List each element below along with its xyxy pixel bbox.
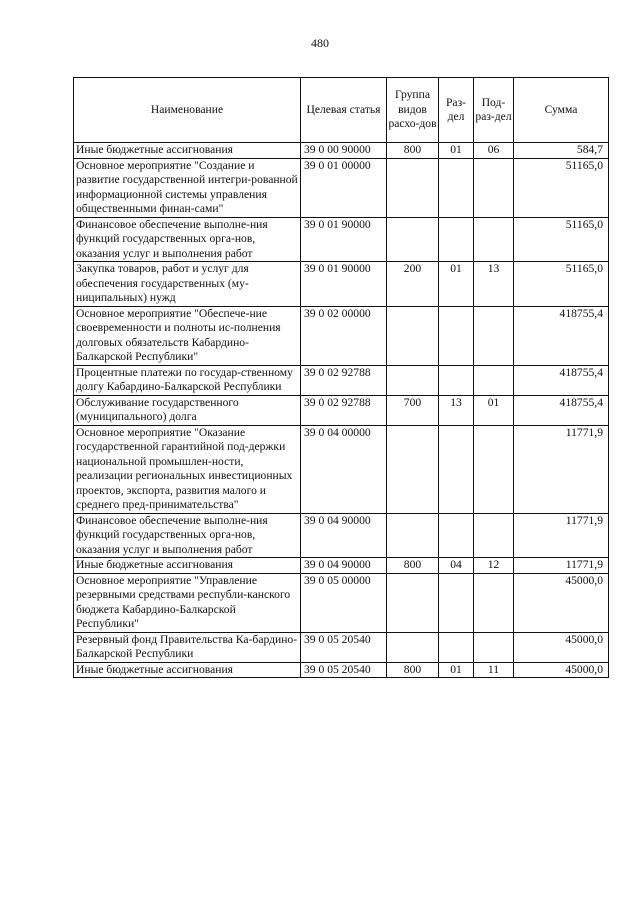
row-article-cell: 39 0 05 00000: [301, 573, 387, 632]
row-article-cell: 39 0 04 90000: [301, 558, 387, 574]
row-name-cell: Финансовое обеспечение выполне-ния функций государственных орга-нов, оказания услуг и выполнения работ: [74, 217, 301, 262]
row-group-cell: 800: [387, 143, 439, 159]
row-article-cell: 39 0 05 20540: [301, 662, 387, 678]
row-article-cell: 39 0 02 92788: [301, 365, 387, 395]
row-article-cell: 39 0 01 90000: [301, 217, 387, 262]
row-sum-cell: 11771,9: [514, 558, 609, 574]
row-subsection-cell: [474, 306, 514, 365]
row-sum-cell: 418755,4: [514, 365, 609, 395]
header-sum: Сумма: [514, 78, 609, 143]
row-sum-cell: 11771,9: [514, 425, 609, 513]
row-group-cell: [387, 513, 439, 558]
row-section-cell: [439, 632, 474, 662]
row-section-cell: [439, 158, 474, 217]
row-article-cell: 39 0 01 00000: [301, 158, 387, 217]
row-section-cell: 13: [439, 395, 474, 425]
table-row: [74, 425, 609, 513]
table-row: [74, 513, 609, 558]
row-section-cell: [439, 513, 474, 558]
header-section: Раз-дел: [439, 78, 474, 143]
table-row: [74, 558, 609, 574]
row-name-cell: Основное мероприятие "Создание и развитие государственной интегри-рованной информационной системы управления общественными финан-сами": [74, 158, 301, 217]
table-row: [74, 217, 609, 262]
row-group-cell: [387, 632, 439, 662]
row-section-cell: [439, 425, 474, 513]
row-subsection-cell: [474, 513, 514, 558]
row-subsection-cell: 13: [474, 262, 514, 307]
row-article-cell: 39 0 02 00000: [301, 306, 387, 365]
table-header: [74, 78, 609, 143]
header-article: Целевая статья: [301, 78, 387, 143]
page-number: 480: [311, 36, 329, 50]
row-article-cell: 39 0 04 00000: [301, 425, 387, 513]
row-section-cell: 01: [439, 662, 474, 678]
row-section-cell: [439, 217, 474, 262]
table-row: [74, 143, 609, 159]
row-group-cell: 200: [387, 262, 439, 307]
row-sum-cell: 45000,0: [514, 662, 609, 678]
row-sum-cell: 11771,9: [514, 513, 609, 558]
table-row: [74, 395, 609, 425]
row-name-cell: Финансовое обеспечение выполне-ния функций государственных орга-нов, оказания услуг и выполнения работ: [74, 513, 301, 558]
row-name-cell: Иные бюджетные ассигнования: [74, 558, 301, 574]
table-row: [74, 632, 609, 662]
row-sum-cell: 45000,0: [514, 573, 609, 632]
row-section-cell: [439, 306, 474, 365]
row-sum-cell: 584,7: [514, 143, 609, 159]
row-sum-cell: 45000,0: [514, 632, 609, 662]
row-subsection-cell: 11: [474, 662, 514, 678]
row-group-cell: [387, 425, 439, 513]
header-row: [74, 78, 609, 143]
row-group-cell: 800: [387, 662, 439, 678]
header-group: Группа видов расхо-дов: [387, 78, 439, 143]
row-sum-cell: 418755,4: [514, 395, 609, 425]
row-section-cell: 01: [439, 262, 474, 307]
row-subsection-cell: [474, 365, 514, 395]
row-subsection-cell: [474, 573, 514, 632]
row-name-cell: Обслуживание государственного (муниципального) долга: [74, 395, 301, 425]
row-article-cell: 39 0 00 90000: [301, 143, 387, 159]
row-group-cell: [387, 158, 439, 217]
row-group-cell: [387, 217, 439, 262]
row-sum-cell: 51165,0: [514, 158, 609, 217]
row-group-cell: [387, 365, 439, 395]
table-row: [74, 306, 609, 365]
table-body: [74, 143, 609, 678]
row-group-cell: [387, 306, 439, 365]
row-subsection-cell: [474, 425, 514, 513]
row-name-cell: Резервный фонд Правительства Ка-бардино-Балкарской Республики: [74, 632, 301, 662]
row-section-cell: 01: [439, 143, 474, 159]
row-name-cell: Основное мероприятие "Обеспече-ние своевременности и полноты ис-полнения долговых обязательств Кабардино-Балкарской Республики": [74, 306, 301, 365]
row-group-cell: 800: [387, 558, 439, 574]
table-row: [74, 365, 609, 395]
row-article-cell: 39 0 05 20540: [301, 632, 387, 662]
row-subsection-cell: 01: [474, 395, 514, 425]
row-subsection-cell: [474, 632, 514, 662]
row-subsection-cell: 12: [474, 558, 514, 574]
row-sum-cell: 51165,0: [514, 262, 609, 307]
row-name-cell: Процентные платежи по государ-ственному долгу Кабардино-Балкарской Республики: [74, 365, 301, 395]
row-section-cell: [439, 573, 474, 632]
table-row: [74, 573, 609, 632]
header-name: Наименование: [74, 78, 301, 143]
row-sum-cell: 418755,4: [514, 306, 609, 365]
row-section-cell: [439, 365, 474, 395]
row-subsection-cell: [474, 217, 514, 262]
row-article-cell: 39 0 01 90000: [301, 262, 387, 307]
row-article-cell: 39 0 02 92788: [301, 395, 387, 425]
header-subsection: Под-раз-дел: [474, 78, 514, 143]
row-sum-cell: 51165,0: [514, 217, 609, 262]
row-name-cell: Иные бюджетные ассигнования: [74, 662, 301, 678]
row-name-cell: Основное мероприятие "Управление резервными средствами республи-канского бюджета Кабардино-Балкарской Республики": [74, 573, 301, 632]
table-row: [74, 662, 609, 678]
row-name-cell: Основное мероприятие "Оказание государственной гарантийной под-держки национальной промышлен-ности, реализации региональных инвестиционных проектов, экспорта, развития малого и среднего пред-принимательства": [74, 425, 301, 513]
budget-table: [73, 77, 609, 678]
row-subsection-cell: 06: [474, 143, 514, 159]
row-section-cell: 04: [439, 558, 474, 574]
row-group-cell: [387, 573, 439, 632]
row-name-cell: Закупка товаров, работ и услуг для обеспечения государственных (му-ниципальных) нужд: [74, 262, 301, 307]
table-row: [74, 262, 609, 307]
row-name-cell: Иные бюджетные ассигнования: [74, 143, 301, 159]
row-subsection-cell: [474, 158, 514, 217]
row-group-cell: 700: [387, 395, 439, 425]
row-article-cell: 39 0 04 90000: [301, 513, 387, 558]
table-row: [74, 158, 609, 217]
